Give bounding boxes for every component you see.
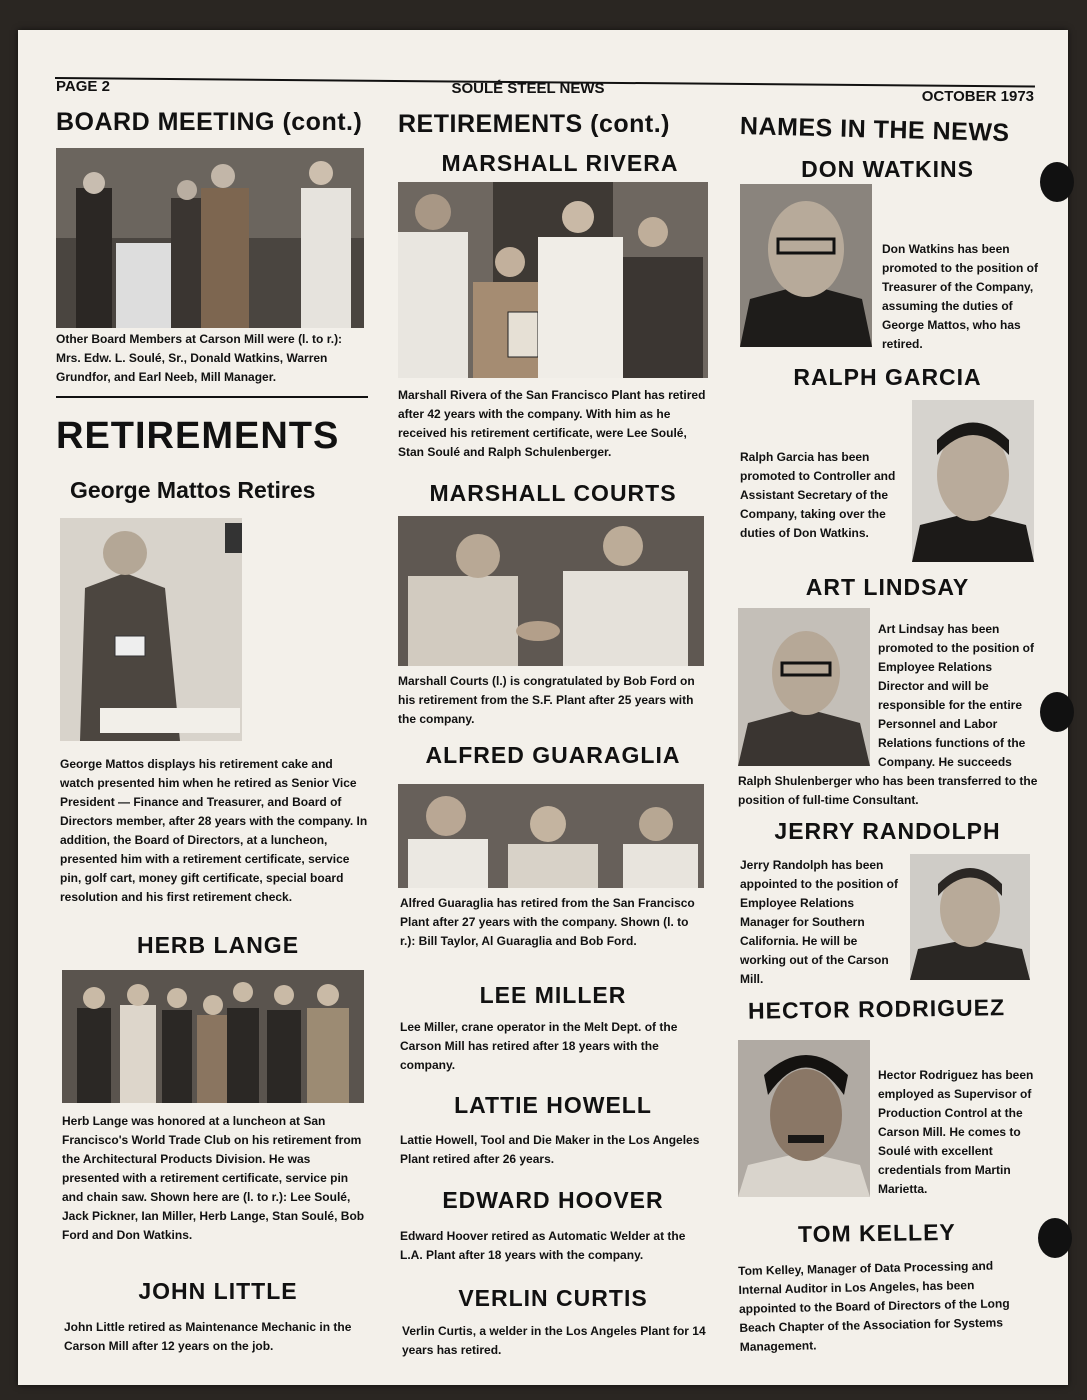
randolph-photo xyxy=(910,854,1030,980)
watkins-heading: DON WATKINS xyxy=(801,156,974,182)
hoover-heading: EDWARD HOOVER xyxy=(442,1187,664,1213)
garcia-photo xyxy=(912,400,1034,562)
watkins-photo xyxy=(740,184,872,347)
miller-text: Lee Miller, crane operator in the Melt Dept. of the Carson Mill has retired after 18 years with the company. xyxy=(400,1020,678,1072)
board-caption: Other Board Members at Carson Mill were (l. to r.): Mrs. Edw. L. Soulé, Sr., Donald Watkins, Warren Grundfor, and Earl Neeb, Mill Manager. xyxy=(56,332,343,384)
lindsay-text-continued: Ralph Shulenberger who has been transferred to the position of full-time Consultant. xyxy=(738,774,1038,807)
guaraglia-photo xyxy=(398,784,704,888)
retirements-heading: RETIREMENTS xyxy=(56,415,340,457)
lange-caption: Herb Lange was honored at a luncheon at San Francisco's World Trade Club on his retirement from the Architectural Products Division. He was presented with a retirement certificate, service pin and chain saw. Shown here are (l. to r.): Lee Soulé, Jack Pickner, Ian Miller, Herb Lange, Stan Soulé, Bob Ford and Don Watkins. xyxy=(62,1114,365,1242)
rodriguez-text: Hector Rodriguez has been employed as Supervisor of Production Control at the Carson Mill. He comes to Soulé with excellent credentials from Martin Marietta. xyxy=(878,1068,1034,1196)
board-members-photo xyxy=(56,148,364,328)
hoover-text: Edward Hoover retired as Automatic Welder at the L.A. Plant after 18 years with the company. xyxy=(400,1229,686,1262)
board-meeting-heading: BOARD MEETING (cont.) xyxy=(56,108,363,136)
watkins-text: Don Watkins has been promoted to the position of Treasurer of the Company, assuming the duties of George Mattos, who has retired. xyxy=(882,242,1038,351)
lindsay-photo xyxy=(738,608,870,766)
rivera-photo xyxy=(398,182,708,378)
lindsay-text: Art Lindsay has been promoted to the position of Employee Relations Director and will be responsible for the entire Personnel and Labor Relations functions of the Company. He succeeds xyxy=(878,622,1034,769)
mattos-heading: George Mattos Retires xyxy=(70,477,316,503)
rodriguez-heading: HECTOR RODRIGUEZ xyxy=(747,994,1006,1024)
courts-caption: Marshall Courts (l.) is congratulated by Bob Ford on his retirement from the S.F. Plant after 25 years with the company. xyxy=(398,674,695,726)
rivera-caption: Marshall Rivera of the San Francisco Plant has retired after 42 years with the company. With him as he received his retirement certificate, were Lee Soulé, Stan Soulé and Ralph Schulenberger. xyxy=(398,388,706,459)
rodriguez-photo xyxy=(738,1040,870,1197)
punch-hole xyxy=(1040,162,1074,202)
mattos-caption: George Mattos displays his retirement cake and watch presented him when he retired as Senior Vice President — Finance and Treasurer, and Board of Directors member, after 28 years with the company. In addition, the Board of Directors, at a luncheon, presented him with a retirement certificate, service pin, golf cart, money gift certificate, special board resolution and his first retirement check. xyxy=(60,757,368,904)
courts-heading: MARSHALL COURTS xyxy=(429,480,677,506)
kelley-heading: TOM KELLEY xyxy=(797,1218,956,1248)
little-text: John Little retired as Maintenance Mechanic in the Carson Mill after 12 years on the job. xyxy=(64,1320,352,1353)
punch-hole xyxy=(1040,692,1074,732)
courts-photo xyxy=(398,516,704,666)
names-in-news-heading: NAMES IN THE NEWS xyxy=(739,112,1010,148)
page-number: PAGE 2 xyxy=(56,78,110,95)
howell-text: Lattie Howell, Tool and Die Maker in the Los Angeles Plant retired after 26 years. xyxy=(400,1133,700,1166)
issue-date: OCTOBER 1973 xyxy=(921,88,1034,105)
mattos-photo xyxy=(60,518,242,741)
randolph-heading: JERRY RANDOLPH xyxy=(774,818,1001,844)
miller-heading: LEE MILLER xyxy=(479,982,627,1008)
lindsay-heading: ART LINDSAY xyxy=(805,574,970,600)
garcia-heading: RALPH GARCIA xyxy=(793,364,982,390)
kelley-text: Tom Kelley, Manager of Data Processing and Internal Auditor in Los Angeles, has been appointed to the Board of Directors of the Long Beach Chapter of the Association for Systems Management. xyxy=(738,1258,1010,1354)
guaraglia-heading: ALFRED GUARAGLIA xyxy=(425,742,681,768)
curtis-heading: VERLIN CURTIS xyxy=(458,1285,648,1311)
lange-group-photo xyxy=(62,970,364,1103)
punch-hole xyxy=(1038,1218,1072,1258)
page-header xyxy=(38,50,1034,105)
retirements-cont-heading: RETIREMENTS (cont.) xyxy=(398,110,670,138)
rivera-heading: MARSHALL RIVERA xyxy=(441,150,679,176)
randolph-text: Jerry Randolph has been appointed to the position of Employee Relations Manager for Southern California. He will be working out of the Carson Mill. xyxy=(740,858,898,986)
curtis-text: Verlin Curtis, a welder in the Los Angeles Plant for 14 years has retired. xyxy=(402,1324,706,1357)
lange-heading: HERB LANGE xyxy=(136,932,300,958)
little-heading: JOHN LITTLE xyxy=(138,1278,298,1304)
howell-heading: LATTIE HOWELL xyxy=(454,1092,652,1118)
newsletter-title: SOULÉ STEEL NEWS xyxy=(451,80,605,97)
guaraglia-caption: Alfred Guaraglia has retired from the San Francisco Plant after 27 years with the company. Shown (l. to r.): Bill Taylor, Al Guaraglia and Bob Ford. xyxy=(400,896,695,948)
garcia-text: Ralph Garcia has been promoted to Controller and Assistant Secretary of the Company, taking over the duties of Don Watkins. xyxy=(740,450,896,540)
section-divider xyxy=(56,396,368,398)
